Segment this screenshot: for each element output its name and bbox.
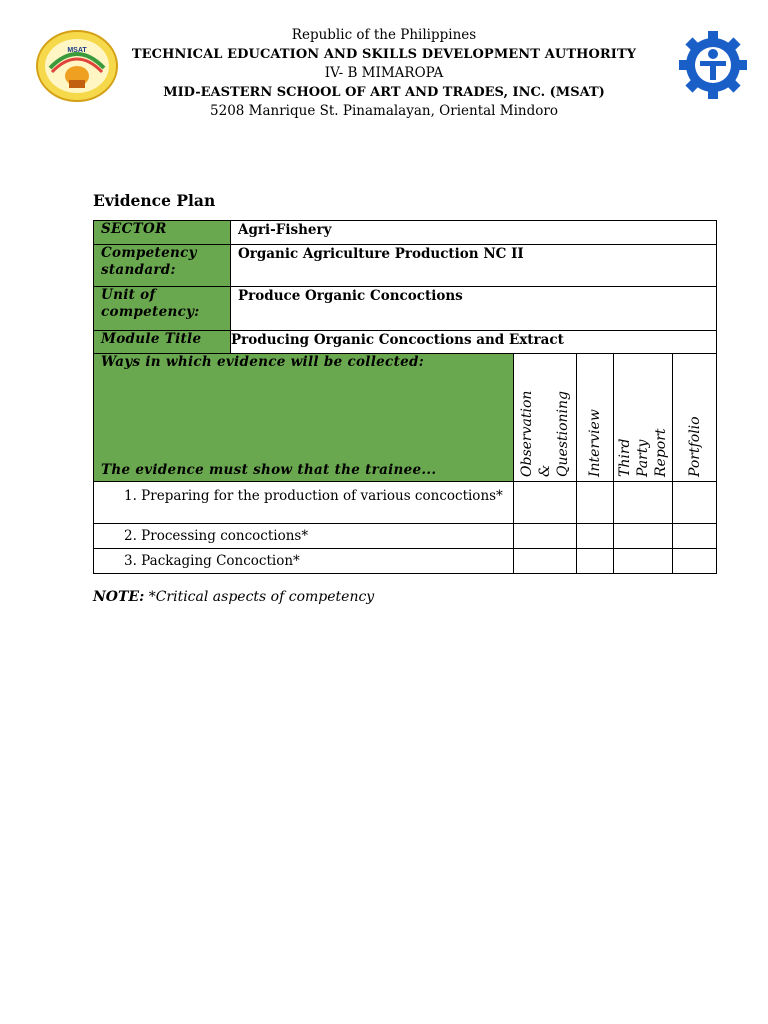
unit-value: Produce Organic Concoctions bbox=[231, 287, 717, 331]
note-text: *Critical aspects of competency bbox=[144, 589, 375, 605]
check-cell bbox=[514, 482, 577, 524]
check-cell bbox=[614, 482, 673, 524]
table-row bbox=[94, 549, 514, 574]
module-label: Module Title bbox=[94, 331, 231, 354]
check-cell bbox=[673, 482, 717, 524]
check-cell bbox=[673, 549, 717, 574]
competency-label: Competency standard: bbox=[94, 245, 231, 287]
svg-text:MSAT: MSAT bbox=[67, 47, 87, 54]
check-cell bbox=[577, 549, 614, 574]
evidence-plan-table bbox=[93, 220, 717, 574]
check-cell bbox=[673, 524, 717, 549]
method-third-party: Third Party Report bbox=[617, 428, 669, 477]
note-label: NOTE: bbox=[93, 589, 145, 605]
letterhead bbox=[0, 26, 768, 121]
check-cell bbox=[514, 549, 577, 574]
competency-value: Organic Agriculture Production NC II bbox=[231, 245, 717, 287]
header-address: 5208 Manrique St. Pinamalayan, Oriental Mindoro bbox=[210, 103, 558, 119]
ways-label: Ways in which evidence will be collected: bbox=[101, 354, 425, 370]
svg-text:TESDA: TESDA bbox=[711, 99, 715, 100]
evidence-header-cell bbox=[94, 354, 514, 482]
note bbox=[93, 589, 374, 605]
module-value: Producing Organic Concoctions and Extract bbox=[231, 331, 717, 354]
header-agency: TECHNICAL EDUCATION AND SKILLS DEVELOPMENT AUTHORITY bbox=[131, 47, 637, 62]
header-republic: Republic of the Philippines bbox=[291, 27, 477, 43]
evidence-item-2: 2. Processing concoctions* bbox=[124, 528, 309, 544]
method-interview: Interview bbox=[587, 409, 603, 477]
check-cell bbox=[614, 524, 673, 549]
evidence-item-1: 1. Preparing for the production of various concoctions* bbox=[124, 488, 503, 504]
method-portfolio: Portfolio bbox=[686, 416, 703, 477]
method-observation: Observation & Questioning bbox=[519, 390, 571, 477]
evidence-item-3: 3. Packaging Concoction* bbox=[124, 553, 300, 569]
header-school: MID-EASTERN SCHOOL OF ART AND TRADES, INC. (MSAT) bbox=[163, 85, 605, 100]
check-cell bbox=[577, 524, 614, 549]
header-region: IV- B MIMAROPA bbox=[324, 65, 444, 81]
evidence-label: The evidence must show that the trainee... bbox=[101, 462, 437, 478]
table-row bbox=[94, 482, 514, 524]
check-cell bbox=[514, 524, 577, 549]
page-title: Evidence Plan bbox=[93, 191, 216, 210]
sector-label: SECTOR bbox=[94, 221, 231, 245]
table-row bbox=[94, 524, 514, 549]
check-cell bbox=[577, 482, 614, 524]
sector-value: Agri-Fishery bbox=[231, 221, 717, 245]
unit-label: Unit of competency: bbox=[94, 287, 231, 331]
check-cell bbox=[614, 549, 673, 574]
